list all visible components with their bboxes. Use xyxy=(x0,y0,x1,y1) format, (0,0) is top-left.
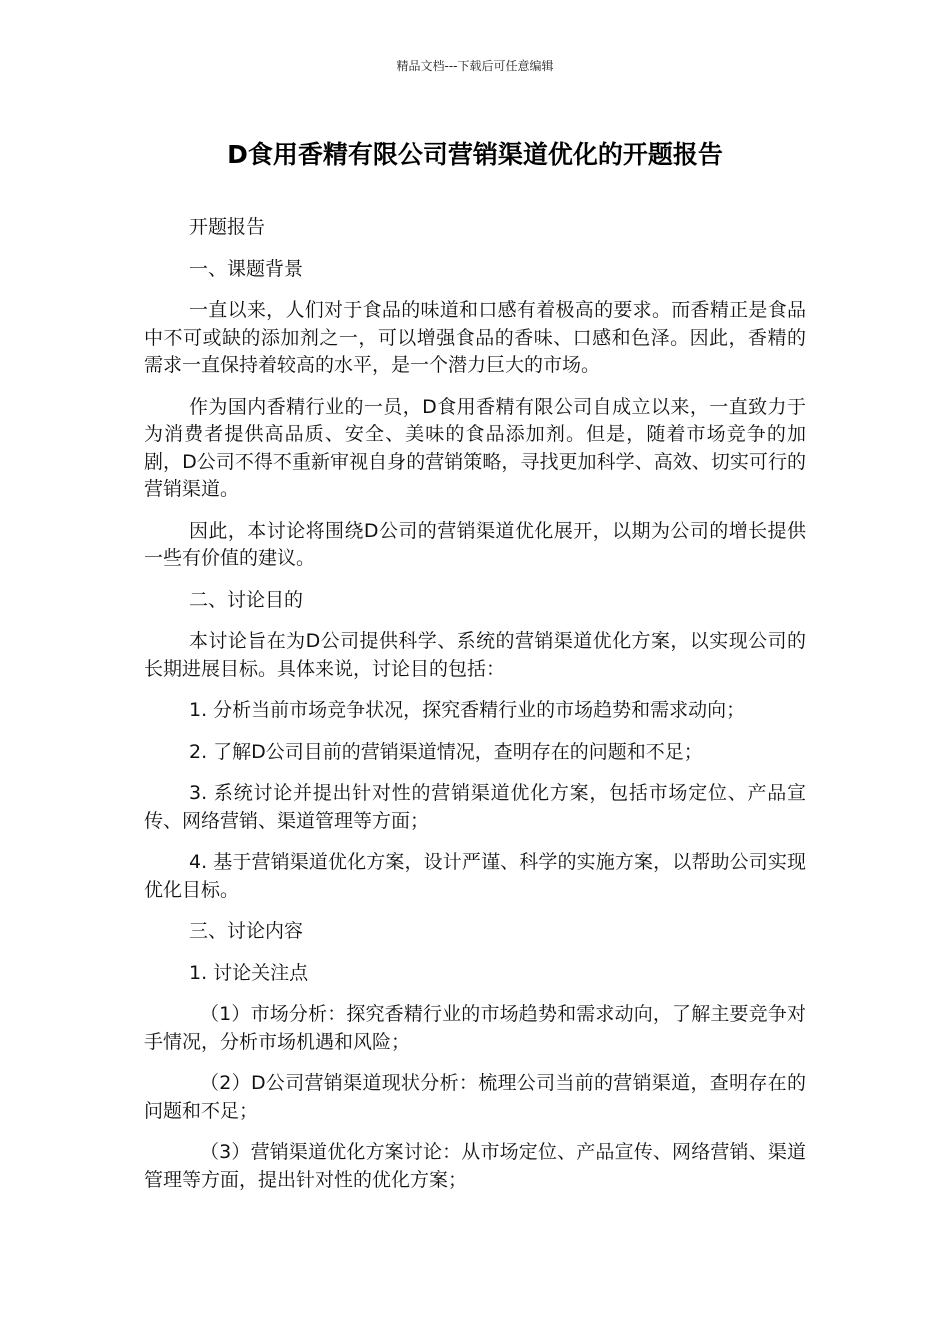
body-paragraph: 本讨论旨在为D公司提供科学、系统的营销渠道优化方案，以实现公司的长期进展目标。具体来说，讨论目的包括： xyxy=(144,630,806,680)
sub-list-item: （3）营销渠道优化方案讨论：从市场定位、产品宣传、网络营销、渠道管理等方面，提出针对性的优化方案； xyxy=(144,1141,806,1191)
page-header: 精品文档---下载后可任意编辑 xyxy=(396,59,554,73)
sub-list-item: （2）D公司营销渠道现状分析：梳理公司当前的营销渠道，查明存在的问题和不足； xyxy=(144,1072,806,1122)
sub-list-item: （1）市场分析：探究香精行业的市场趋势和需求动向，了解主要竞争对手情况，分析市场机遇和风险； xyxy=(144,1003,806,1053)
list-item: 3. 系统讨论并提出针对性的营销渠道优化方案，包括市场定位、产品宣传、网络营销、渠道管理等方面； xyxy=(144,782,806,832)
body-paragraph: 一直以来，人们对于食品的味道和口感有着极高的要求。而香精正是食品中不可或缺的添加剂之一，可以增强食品的香味、口感和色泽。因此，香精的需求一直保持着较高的水平，是一个潜力巨大的市场。 xyxy=(144,299,806,376)
list-item: 4. 基于营销渠道优化方案，设计严谨、科学的实施方案，以帮助公司实现优化目标。 xyxy=(144,851,806,901)
section-heading-purpose: 二、讨论目的 xyxy=(189,588,304,611)
document-title: D食用香精有限公司营销渠道优化的开题报告 xyxy=(227,140,723,169)
body-paragraph: 因此，本讨论将围绕D公司的营销渠道优化展开，以期为公司的增长提供一些有价值的建议。 xyxy=(144,519,806,569)
list-item: 2. 了解D公司目前的营销渠道情况，查明存在的问题和不足； xyxy=(189,740,703,763)
list-item: 1. 分析当前市场竞争状况，探究香精行业的市场趋势和需求动向； xyxy=(189,699,746,721)
section-heading-report: 开题报告 xyxy=(189,216,266,238)
body-paragraph: 作为国内香精行业的一员，D食用香精有限公司自成立以来，一直致力于为消费者提供高品质、安全、美味的食品添加剂。但是，随着市场竞争的加剧，D公司不得不重新审视自身的营销策略，寻找更加科学、高效、切实可行的营销渠道。 xyxy=(144,395,806,500)
section-heading-background: 一、课题背景 xyxy=(189,257,304,280)
section-heading-content: 三、讨论内容 xyxy=(189,920,304,942)
document-body xyxy=(144,214,806,1208)
subsection-heading-focus: 1. 讨论关注点 xyxy=(189,961,309,984)
